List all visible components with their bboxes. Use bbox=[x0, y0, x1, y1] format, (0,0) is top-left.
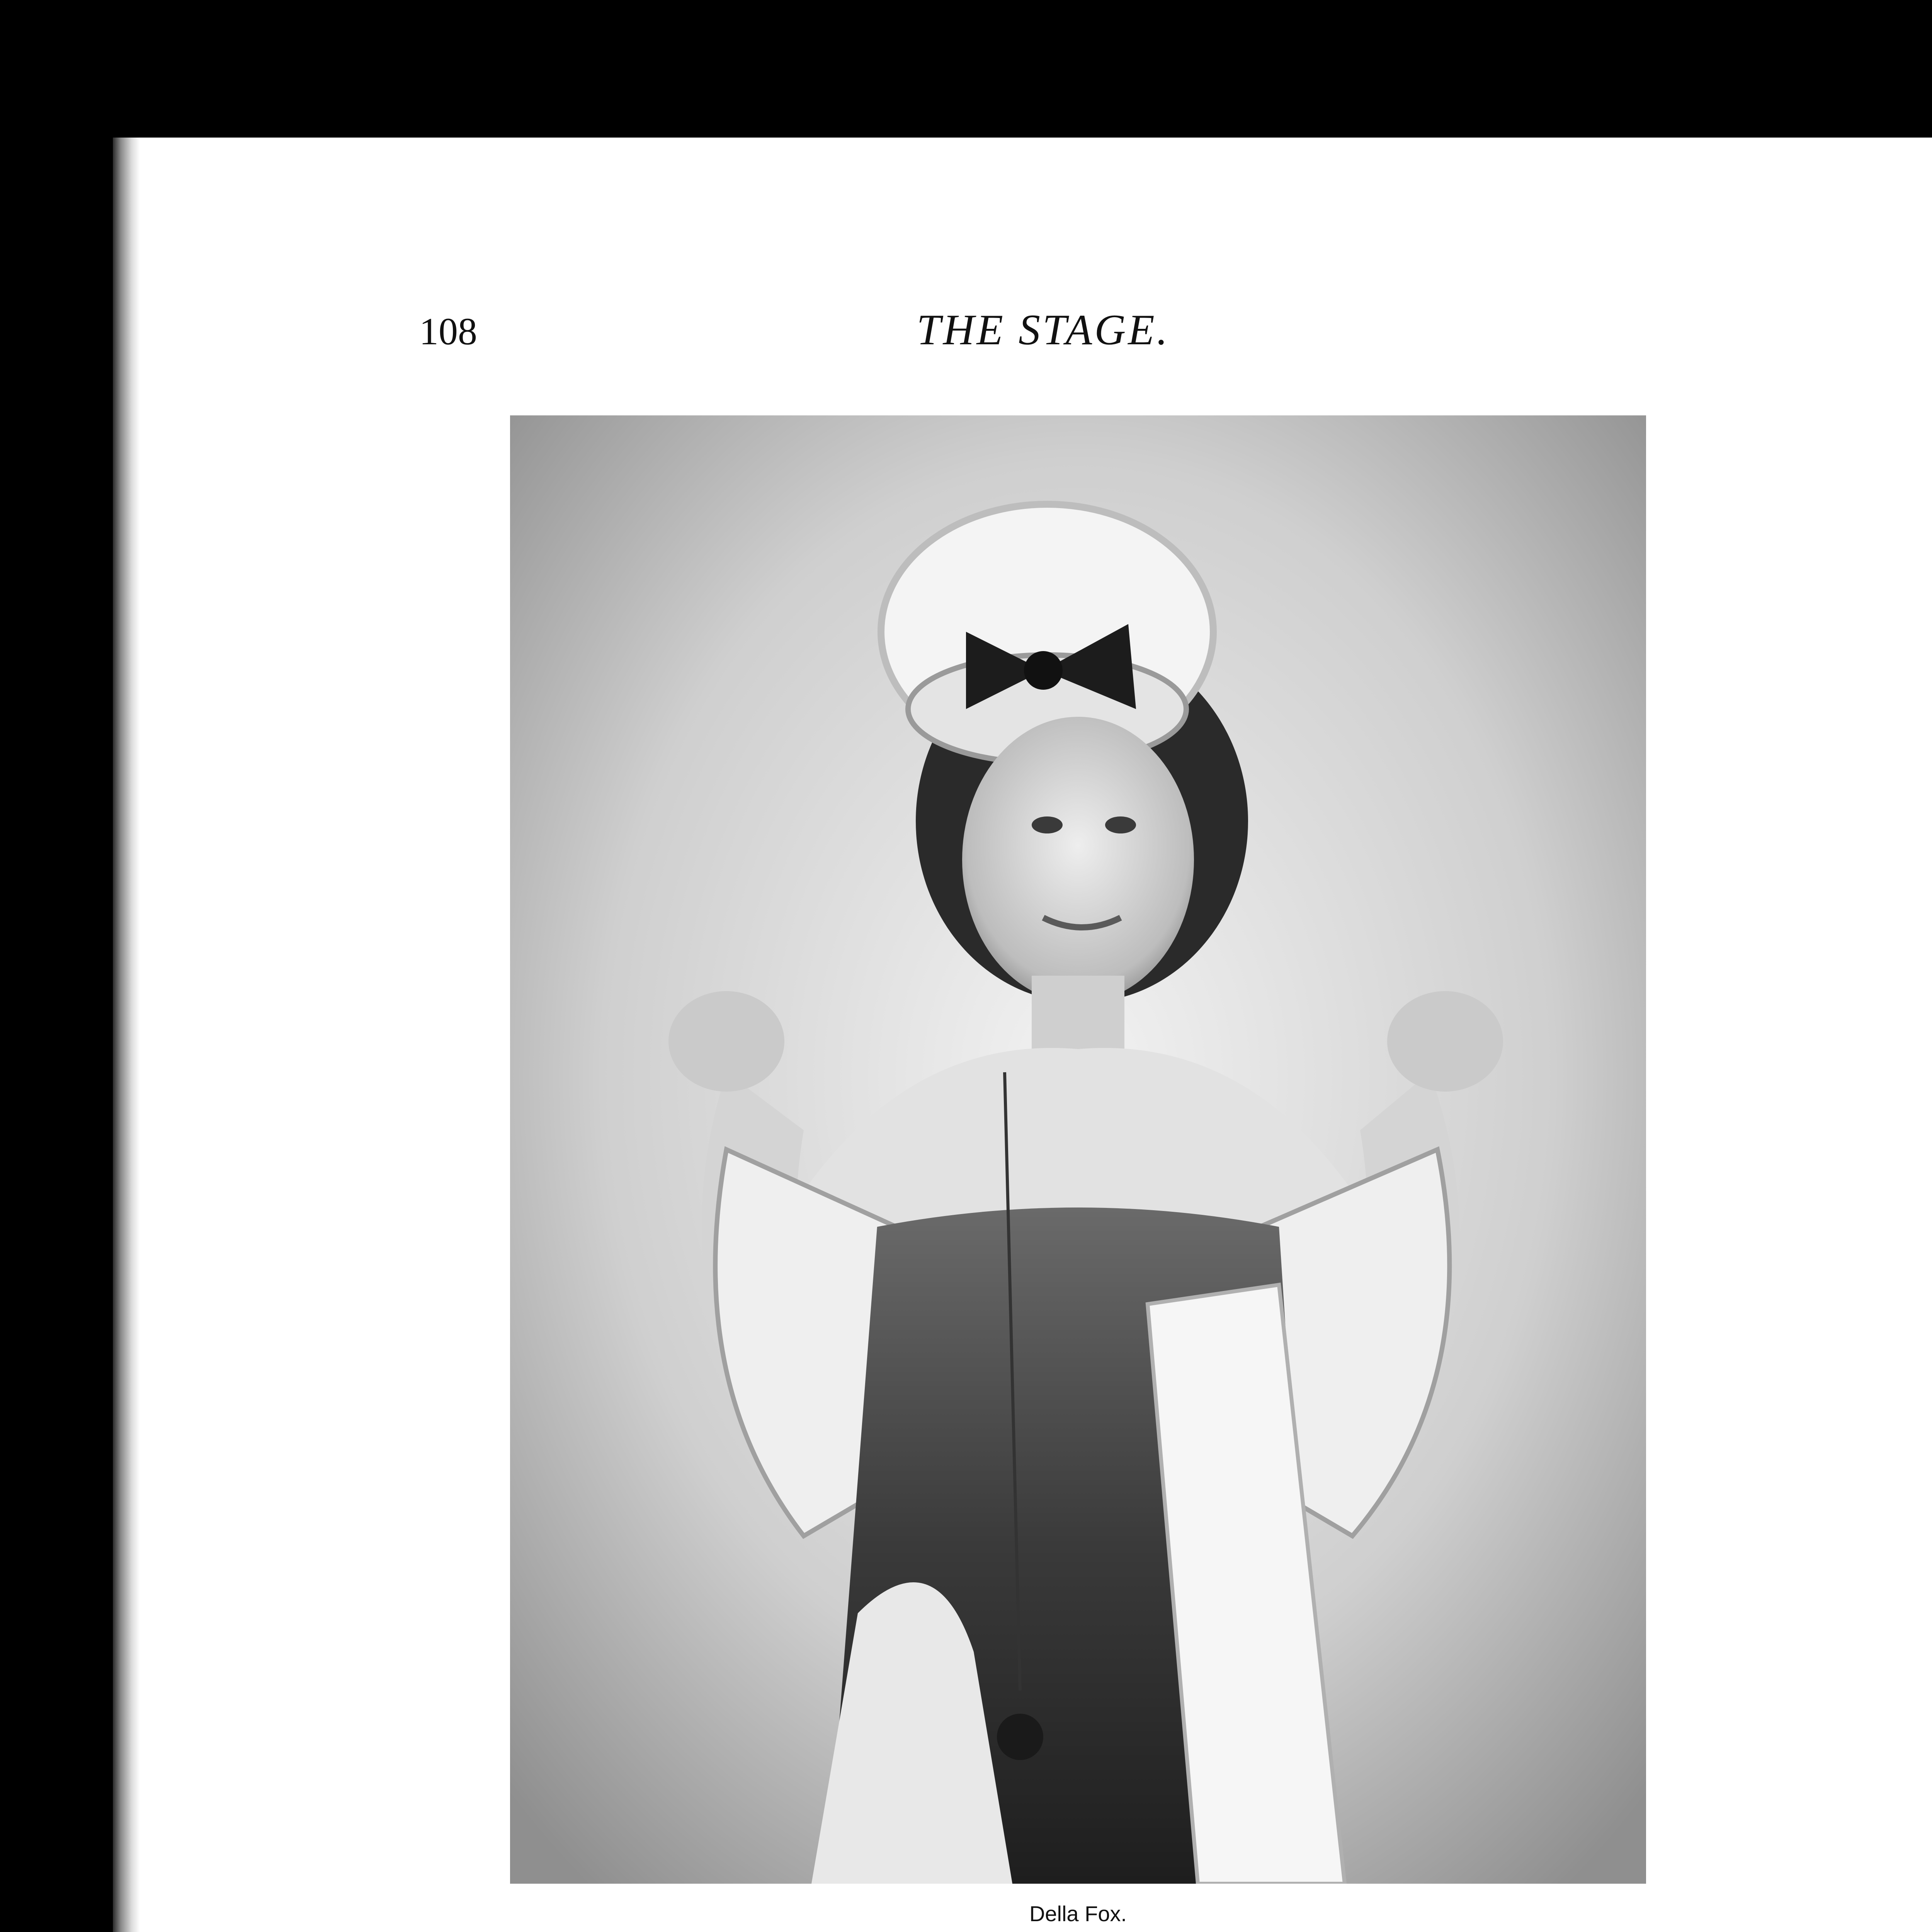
portrait-photograph bbox=[510, 415, 1646, 1884]
page-number: 108 bbox=[419, 310, 477, 353]
photo-caption: Della Fox. bbox=[1029, 1901, 1127, 1926]
running-head: THE STAGE. bbox=[917, 306, 1170, 354]
portrait-drawing bbox=[510, 415, 1646, 1884]
page-edge-shadow bbox=[113, 138, 140, 1932]
